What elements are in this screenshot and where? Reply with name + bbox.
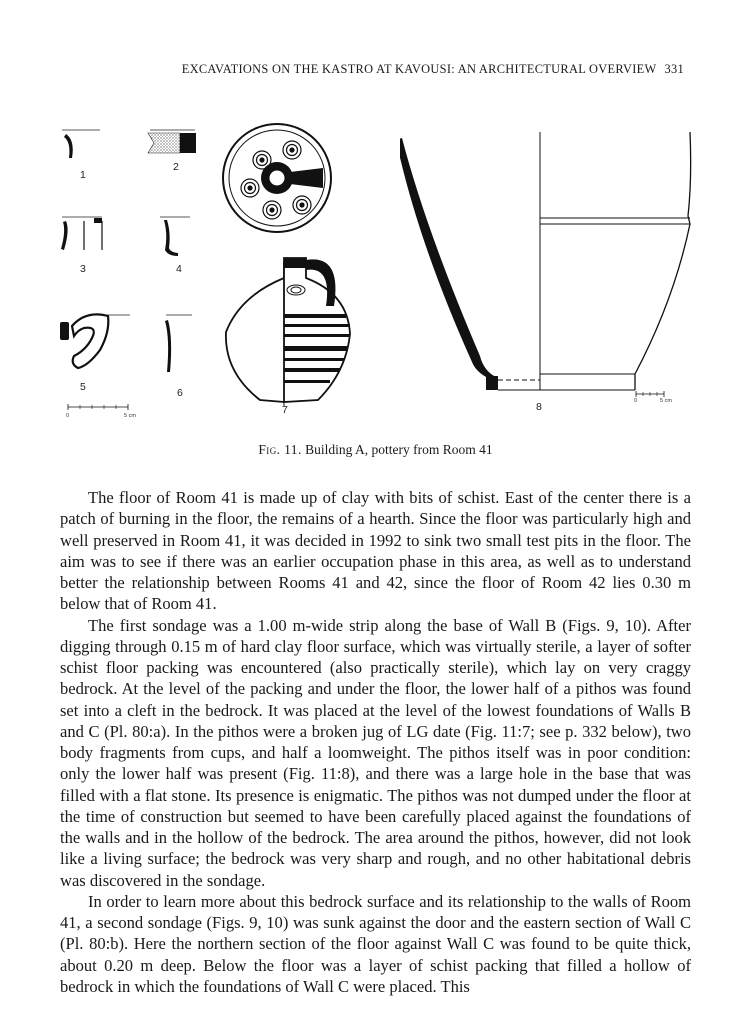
figure-caption bbox=[0, 442, 751, 458]
figure-number-6: 6 bbox=[177, 387, 183, 399]
caption-figure-tag: Fig. 11. bbox=[258, 442, 302, 457]
scale-left-zero: 0 bbox=[66, 413, 70, 419]
sherd-1-drawing bbox=[62, 130, 100, 158]
paragraph-1: The floor of Room 41 is made up of clay with bits of schist. East of the center there is a patch of burning in the floor, the remains of a hearth. Since the floor was particularly high and well preserved in Room 41, it was decided in 1992 to sink two small test pits in the floor. The aim was to see if there was an earlier occupation phase in this area, as well as to understand better the relationship between Rooms 41 and 42, since the floor of Room 42 lies 0.30 m below that of Room 41. bbox=[60, 488, 691, 614]
pottery-figure bbox=[40, 110, 720, 440]
scale-bar-right bbox=[634, 391, 672, 404]
paragraph-3: In order to learn more about this bedrock surface and its relationship to the walls of Room 41, a second sondage (Figs. 9, 10) was sunk against the door and the eastern section of Wall C (Pl. 80:b). Here the northern section of the floor against Wall C was found to be quite thick, about 0.20 m deep. Below the floor was a layer of schist packing that filled a hollow of bedrock in which the foundations of Wall C were placed. This bbox=[60, 891, 691, 996]
page-number: 331 bbox=[664, 62, 684, 76]
figure-number-4: 4 bbox=[176, 263, 182, 275]
sherd-6-drawing bbox=[165, 315, 192, 372]
scale-right-zero: 0 bbox=[634, 398, 638, 404]
figure-number-3: 3 bbox=[80, 263, 86, 275]
figure-number-7: 7 bbox=[282, 404, 288, 416]
sherd-3-drawing bbox=[61, 217, 102, 250]
figure-number-8: 8 bbox=[536, 401, 542, 413]
caption-text: Building A, pottery from Room 41 bbox=[305, 442, 493, 457]
pithos-8-drawing bbox=[396, 132, 691, 390]
pottery-drawings bbox=[40, 110, 720, 440]
running-head bbox=[84, 62, 684, 77]
figure-number-1: 1 bbox=[80, 169, 86, 181]
paragraph-2: The first sondage was a 1.00 m-wide strip along the base of Wall B (Figs. 9, 10). After digging through 0.15 m of hard clay floor surface, which was virtually sterile, a layer of softer schist floor packing was encountered (also practically sterile), which lay on very craggy bedrock. At the level of the packing and under the floor, the lower half of a pithos was found set into a cleft in the bedrock. It was placed at the level of the lowest foundations of Walls B and C (Pl. 80:a). In the pithos were a broken jug of LG date (Fig. 11:7; see p. 332 below), two body fragments from cups, and half a loomweight. The pithos itself was in poor condition: only the lower half was present (Fig. 11:8), and there was a large hole in the base that was filled with a flat stone. Its presence is enigmatic. The pithos was not dumped under the floor at the time of construction but seemed to have been carefully placed against the foundations of the walls and in the hollow of the bedrock. The area around the pithos, however, did not look like a living surface; the bedrock was very sharp and rough, and no other habitational debris was discovered in the sondage. bbox=[60, 615, 691, 890]
figure-number-5: 5 bbox=[80, 381, 86, 393]
sherd-5-drawing bbox=[60, 314, 130, 368]
jug-7-profile bbox=[226, 258, 350, 406]
jug-7-top-view bbox=[223, 124, 331, 232]
scale-right-five: 5 cm bbox=[660, 398, 672, 404]
running-head-title: EXCAVATIONS ON THE KASTRO AT KAVOUSI: AN ARCHITECTURAL OVERVIEW bbox=[181, 62, 657, 76]
sherd-2-drawing bbox=[148, 130, 196, 153]
scale-bar-left bbox=[66, 404, 136, 419]
figure-number-2: 2 bbox=[173, 161, 179, 173]
sherd-4-drawing bbox=[160, 217, 190, 256]
body-text bbox=[60, 487, 691, 997]
scale-left-five: 5 cm bbox=[124, 413, 136, 419]
